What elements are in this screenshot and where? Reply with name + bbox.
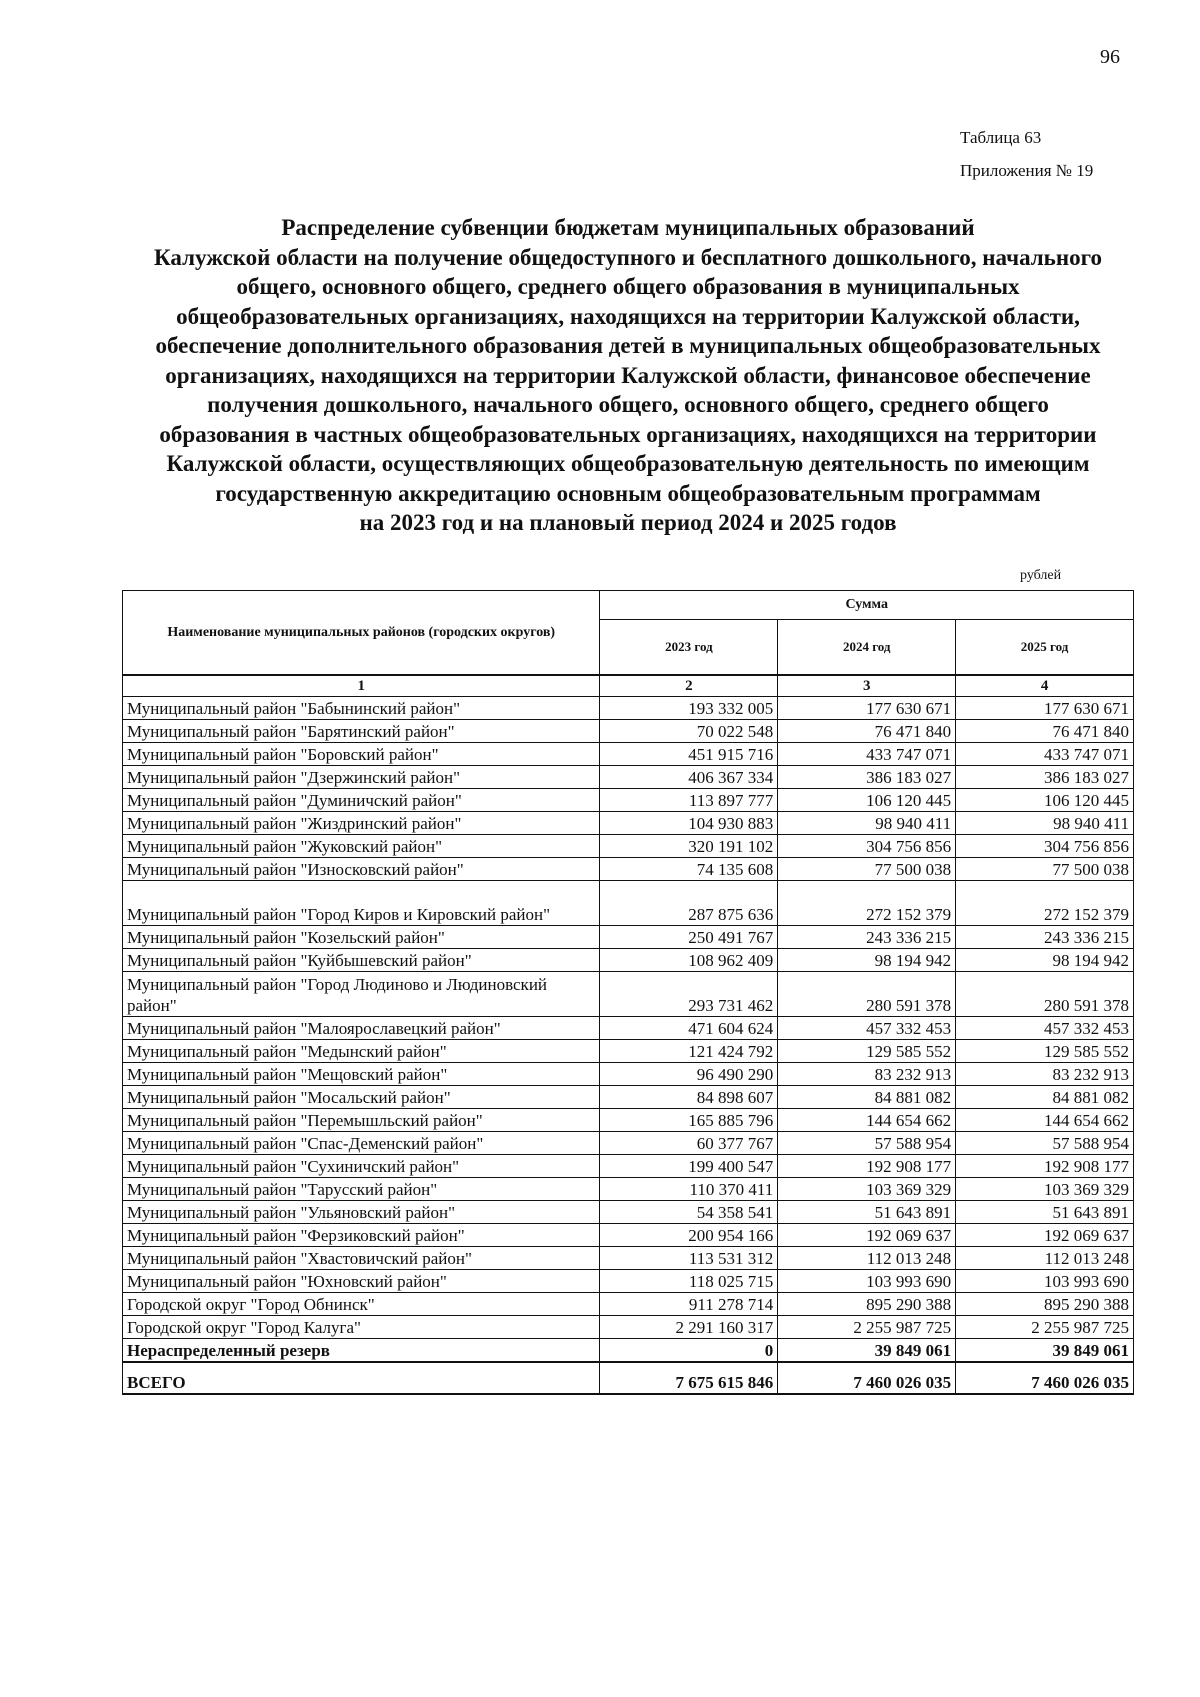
row-name: Муниципальный район "Дзержинский район" — [123, 766, 600, 789]
title-line: образования в частных общеобразовательных организациях, находящихся на территории — [159, 421, 1097, 447]
row-name: Муниципальный район "Ферзиковский район" — [123, 1224, 600, 1247]
value-2023: 193 332 005 — [600, 697, 778, 720]
row-name: Муниципальный район "Спас-Деменский район" — [123, 1132, 600, 1155]
value-2023: 54 358 541 — [600, 1201, 778, 1224]
value-2024: 144 654 662 — [778, 1109, 956, 1132]
value-2023: 113 897 777 — [600, 789, 778, 812]
value-2025: 57 588 954 — [956, 1132, 1134, 1155]
value-2025: 51 643 891 — [956, 1201, 1134, 1224]
table-row — [123, 697, 1134, 720]
value-2023: 199 400 547 — [600, 1155, 778, 1178]
title-line: общеобразовательных организациях, находящихся на территории Калужской области, — [176, 303, 1080, 329]
row-name: Муниципальный район "Козельский район" — [123, 926, 600, 949]
row-name: Муниципальный район "Юхновский район" — [123, 1270, 600, 1293]
title-line: обеспечение дополнительного образования детей в муниципальных общеобразовательных — [155, 333, 1101, 358]
header-sum: Сумма — [600, 591, 1134, 620]
table-row — [123, 881, 1134, 926]
value-2024: 112 013 248 — [778, 1247, 956, 1270]
table-row — [123, 789, 1134, 812]
row-name: Муниципальный район "Думиничский район" — [123, 789, 600, 812]
value-2023: 471 604 624 — [600, 1017, 778, 1040]
row-name: Муниципальный район "Ульяновский район" — [123, 1201, 600, 1224]
value-2024: 103 369 329 — [778, 1178, 956, 1201]
value-2023: 60 377 767 — [600, 1132, 778, 1155]
table-row — [123, 766, 1134, 789]
title-line: Распределение субвенции бюджетам муниципальных образований — [281, 215, 975, 240]
table-row — [123, 1109, 1134, 1132]
value-2025: 103 369 329 — [956, 1178, 1134, 1201]
table-row — [123, 1132, 1134, 1155]
value-2024: 177 630 671 — [778, 697, 956, 720]
table-row — [123, 1063, 1134, 1086]
value-2025: 177 630 671 — [956, 697, 1134, 720]
table-row — [123, 972, 1134, 1017]
column-number: 4 — [956, 675, 1134, 697]
table-row — [123, 1040, 1134, 1063]
title-line: Калужской области на получение общедоступного и бесплатного дошкольного, начального — [154, 244, 1102, 270]
value-2024: 457 332 453 — [778, 1017, 956, 1040]
row-name: Муниципальный район "Тарусский район" — [123, 1178, 600, 1201]
units-label: рублей — [1020, 568, 1062, 583]
value-2024: 192 069 637 — [778, 1224, 956, 1247]
value-2025: 112 013 248 — [956, 1247, 1134, 1270]
value-2023: 287 875 636 — [600, 881, 778, 926]
total-name: ВСЕГО — [123, 1362, 600, 1394]
row-name: Муниципальный район "Перемышльский район" — [123, 1109, 600, 1132]
value-2023: 108 962 409 — [600, 949, 778, 972]
header-year-2024: 2024 год — [778, 620, 956, 676]
value-2025: 76 471 840 — [956, 720, 1134, 743]
appendix-label: Приложения № 19 — [960, 161, 1094, 180]
row-name: Муниципальный район "Мещовский район" — [123, 1063, 600, 1086]
value-2024: 103 993 690 — [778, 1270, 956, 1293]
table-row — [123, 1293, 1134, 1316]
row-name: Муниципальный район "Бабынинский район" — [123, 697, 600, 720]
value-2024: 272 152 379 — [778, 881, 956, 926]
total-2025: 7 460 026 035 — [956, 1362, 1134, 1394]
value-2023: 110 370 411 — [600, 1178, 778, 1201]
value-2025: 77 500 038 — [956, 858, 1134, 881]
row-name: Городской округ "Город Калуга" — [123, 1316, 600, 1339]
value-2024: 433 747 071 — [778, 743, 956, 766]
value-2023: 74 135 608 — [600, 858, 778, 881]
value-2025: 272 152 379 — [956, 881, 1134, 926]
value-2025: 433 747 071 — [956, 743, 1134, 766]
table-row — [123, 1201, 1134, 1224]
title-line: Калужской области, осуществляющих общеобразовательную деятельность по имеющим — [166, 451, 1090, 476]
header-year-2023: 2023 год — [600, 620, 778, 676]
table-row — [123, 1270, 1134, 1293]
table-row — [123, 720, 1134, 743]
title-line: на 2023 год и на плановый период 2024 и 2025 годов — [359, 510, 897, 535]
value-2024: 83 232 913 — [778, 1063, 956, 1086]
row-name: Муниципальный район "Жиздринский район" — [123, 812, 600, 835]
value-2025: 304 756 856 — [956, 835, 1134, 858]
table-row — [123, 1017, 1134, 1040]
value-2024: 98 194 942 — [778, 949, 956, 972]
document-title — [118, 213, 1138, 538]
value-2023: 200 954 166 — [600, 1224, 778, 1247]
title-line: общего, основного общего, среднего общего образования в муниципальных — [236, 274, 1020, 299]
value-2023: 118 025 715 — [600, 1270, 778, 1293]
column-number-row — [123, 675, 1134, 697]
value-2023: 451 915 716 — [600, 743, 778, 766]
table-row — [123, 926, 1134, 949]
value-2024: 57 588 954 — [778, 1132, 956, 1155]
table-row — [123, 1247, 1134, 1270]
value-2024: 129 585 552 — [778, 1040, 956, 1063]
row-name: Муниципальный район "Куйбышевский район" — [123, 949, 600, 972]
reserve-row — [123, 1339, 1134, 1363]
total-2023: 7 675 615 846 — [600, 1362, 778, 1394]
value-2024: 304 756 856 — [778, 835, 956, 858]
page-number: 96 — [1100, 46, 1120, 68]
table-row — [123, 743, 1134, 766]
value-2024: 192 908 177 — [778, 1155, 956, 1178]
title-line: государственную аккредитацию основным общеобразовательным программам — [215, 480, 1041, 506]
value-2023: 165 885 796 — [600, 1109, 778, 1132]
title-line: получения дошкольного, начального общего, основного общего, среднего общего — [207, 392, 1049, 417]
table-label: Таблица 63 — [960, 128, 1042, 147]
value-2024: 895 290 388 — [778, 1293, 956, 1316]
table-row — [123, 812, 1134, 835]
value-2025: 243 336 215 — [956, 926, 1134, 949]
subvention-table — [122, 590, 1134, 1395]
total-row — [123, 1362, 1134, 1394]
value-2023: 911 278 714 — [600, 1293, 778, 1316]
reserve-2023: 0 — [600, 1339, 778, 1363]
value-2025: 895 290 388 — [956, 1293, 1134, 1316]
value-2025: 98 194 942 — [956, 949, 1134, 972]
row-name: Муниципальный район "Износковский район" — [123, 858, 600, 881]
value-2023: 70 022 548 — [600, 720, 778, 743]
value-2023: 250 491 767 — [600, 926, 778, 949]
reserve-2024: 39 849 061 — [778, 1339, 956, 1363]
value-2025: 83 232 913 — [956, 1063, 1134, 1086]
value-2023: 104 930 883 — [600, 812, 778, 835]
row-name: Городской округ "Город Обнинск" — [123, 1293, 600, 1316]
value-2024: 51 643 891 — [778, 1201, 956, 1224]
value-2024: 243 336 215 — [778, 926, 956, 949]
row-name: Муниципальный район "Сухиничский район" — [123, 1155, 600, 1178]
row-name: Муниципальный район "Город Людиново и Людиновский район" — [123, 972, 600, 1017]
value-2025: 106 120 445 — [956, 789, 1134, 812]
value-2023: 293 731 462 — [600, 972, 778, 1017]
value-2025: 84 881 082 — [956, 1086, 1134, 1109]
table-row — [123, 1178, 1134, 1201]
table-row — [123, 949, 1134, 972]
value-2023: 113 531 312 — [600, 1247, 778, 1270]
value-2025: 98 940 411 — [956, 812, 1134, 835]
value-2025: 280 591 378 — [956, 972, 1134, 1017]
table-row — [123, 1086, 1134, 1109]
value-2024: 2 255 987 725 — [778, 1316, 956, 1339]
value-2025: 144 654 662 — [956, 1109, 1134, 1132]
column-number: 2 — [600, 675, 778, 697]
value-2025: 192 908 177 — [956, 1155, 1134, 1178]
header-year-2025: 2025 год — [956, 620, 1134, 676]
row-name: Муниципальный район "Медынский район" — [123, 1040, 600, 1063]
value-2025: 103 993 690 — [956, 1270, 1134, 1293]
table-row — [123, 1316, 1134, 1339]
column-number: 3 — [778, 675, 956, 697]
row-name: Муниципальный район "Жуковский район" — [123, 835, 600, 858]
value-2025: 129 585 552 — [956, 1040, 1134, 1063]
reserve-2025: 39 849 061 — [956, 1339, 1134, 1363]
row-name: Муниципальный район "Хвастовичский район" — [123, 1247, 600, 1270]
reserve-name: Нераспределенный резерв — [123, 1339, 600, 1363]
value-2024: 280 591 378 — [778, 972, 956, 1017]
table-row — [123, 858, 1134, 881]
row-name: Муниципальный район "Малоярославецкий район" — [123, 1017, 600, 1040]
row-name: Муниципальный район "Боровский район" — [123, 743, 600, 766]
value-2023: 320 191 102 — [600, 835, 778, 858]
value-2024: 98 940 411 — [778, 812, 956, 835]
value-2023: 84 898 607 — [600, 1086, 778, 1109]
value-2025: 386 183 027 — [956, 766, 1134, 789]
row-name: Муниципальный район "Город Киров и Кировский район" — [123, 881, 600, 926]
table-row — [123, 1224, 1134, 1247]
total-2024: 7 460 026 035 — [778, 1362, 956, 1394]
value-2023: 406 367 334 — [600, 766, 778, 789]
value-2023: 96 490 290 — [600, 1063, 778, 1086]
value-2025: 192 069 637 — [956, 1224, 1134, 1247]
table-row — [123, 835, 1134, 858]
value-2023: 121 424 792 — [600, 1040, 778, 1063]
value-2024: 386 183 027 — [778, 766, 956, 789]
value-2024: 76 471 840 — [778, 720, 956, 743]
row-name: Муниципальный район "Мосальский район" — [123, 1086, 600, 1109]
value-2023: 2 291 160 317 — [600, 1316, 778, 1339]
title-line: организациях, находящихся на территории Калужской области, финансовое обеспечение — [165, 362, 1091, 388]
table-row — [123, 1155, 1134, 1178]
value-2024: 106 120 445 — [778, 789, 956, 812]
column-number: 1 — [123, 675, 600, 697]
value-2025: 2 255 987 725 — [956, 1316, 1134, 1339]
header-name: Наименование муниципальных районов (городских округов) — [123, 591, 600, 676]
value-2024: 84 881 082 — [778, 1086, 956, 1109]
row-name: Муниципальный район "Барятинский район" — [123, 720, 600, 743]
value-2025: 457 332 453 — [956, 1017, 1134, 1040]
value-2024: 77 500 038 — [778, 858, 956, 881]
